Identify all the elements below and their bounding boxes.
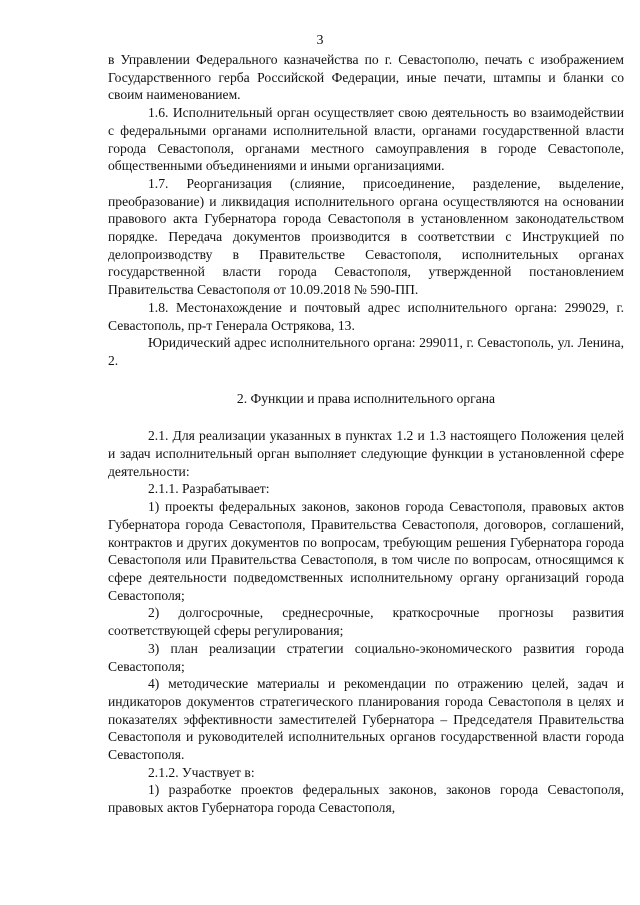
section-heading: 2. Функции и права исполнительного органа xyxy=(236,390,496,406)
paragraph-1-8: 1.8. Местонахождение и почтовый адрес исполнительного органа: 299029, г. Севастополь, пр-т Генерала Острякова, 13. xyxy=(108,299,624,333)
paragraph-legal-address: Юридический адрес исполнительного органа: 299011, г. Севастополь, ул. Ленина, 2. xyxy=(108,335,624,368)
list-item-4: 4) методические материалы и рекомендации по отражению целей, задач и индикаторов документов стратегического планирования города Севастополя в целях и показателях эффективности заместителей Губернатора – Председателя Правительства Севастополя и руководителей исполнительных органов государственной власти города Севастополя. xyxy=(108,676,624,763)
document-body xyxy=(108,51,624,817)
paragraph-1-6: 1.6. Исполнительный орган осуществляет свою деятельность во взаимодействии с федеральными органами исполнительной власти, органами государственной власти города Севастополя, органами местного самоуправления в городе Севастополе, общественными объединениями и иными организациями. xyxy=(108,105,624,174)
list-item-1: 1) проекты федеральных законов, законов города Севастополя, правовых актов Губернатора города Севастополя, Правительства Севастополя, договоров, соглашений, контрактов и других документов по вопросам, требующим решения Губернатора города Севастополя или Правительства Севастополя, в том числе по вопросам, относящимся к сфере деятельности подведомственных исполнительному органу организаций города Севастополя; xyxy=(108,499,624,603)
paragraph-continuation: в Управлении Федерального казначейства по г. Севастополю, печать с изображением Государственного герба Российской Федерации, иные печати, штампы и бланки со своим наименованием. xyxy=(108,52,624,103)
list-item-3: 3) план реализации стратегии социально-экономического развития города Севастополя; xyxy=(108,640,624,674)
page-number: 3 xyxy=(316,33,324,48)
list-item-participation-1: 1) разработке проектов федеральных законов, законов города Севастополя, правовых актов Губернатора города Севастополя, xyxy=(108,782,624,816)
paragraph-2-1-2: 2.1.2. Участвует в: xyxy=(148,764,255,780)
paragraph-2-1: 2.1. Для реализации указанных в пунктах 1.2 и 1.3 настоящего Положения целей и задач исполнительный орган выполняет следующие функции в установленной сфере деятельности: xyxy=(108,428,624,479)
paragraph-2-1-1: 2.1.1. Разрабатывает: xyxy=(148,481,270,497)
paragraph-1-7: 1.7. Реорганизация (слияние, присоединение, разделение, выделение, преобразование) и ликвидация исполнительного органа осуществляются на основании правового акта Губернатора города Севастополя в установленном законодательством порядке. Передача документов производится в соответствии с Инструкцией по делопроизводству в Правительстве Севастополя, исполнительных органах государственной власти города Севастополя, утвержденной постановлением Правительства Севастополя от 10.09.2018 № 590-ПП. xyxy=(108,175,624,298)
list-item-2: 2) долгосрочные, среднесрочные, краткосрочные прогнозы развития соответствующей сферы регулирования; xyxy=(108,605,624,639)
